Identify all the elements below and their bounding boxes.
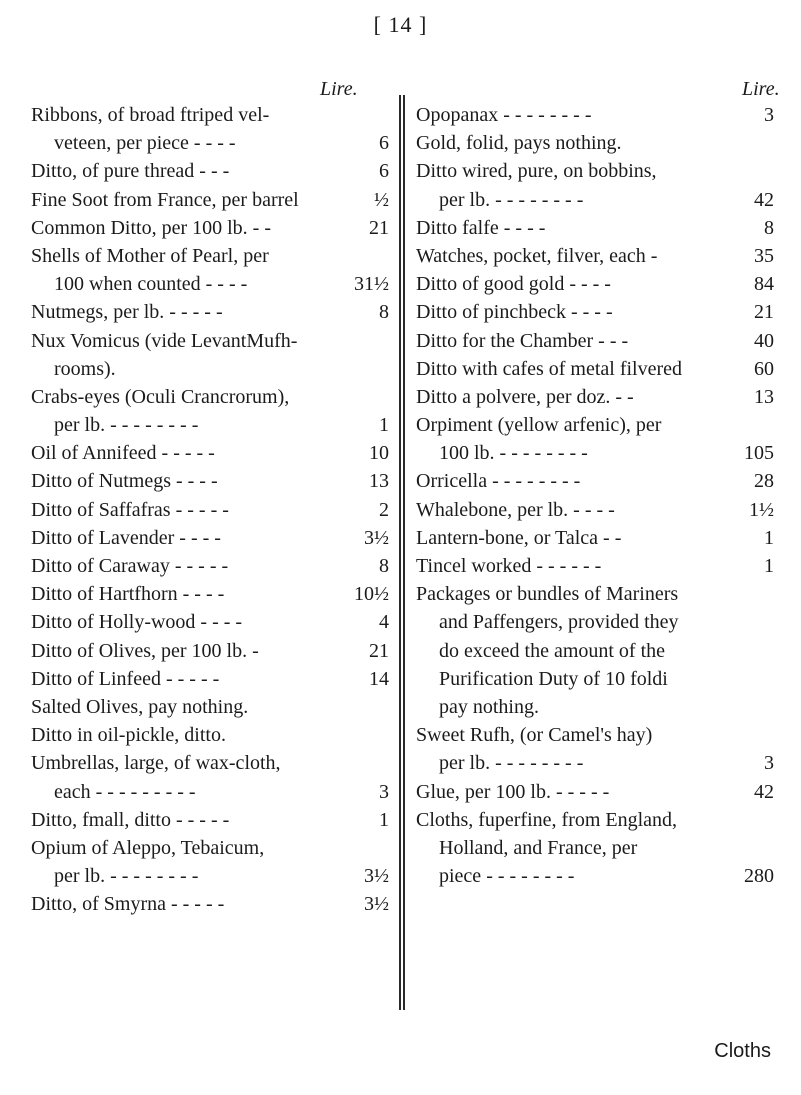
item-duty-value: 6 (379, 160, 389, 183)
tariff-row (31, 721, 389, 749)
tariff-row (416, 778, 774, 806)
item-duty-value: 3 (379, 780, 389, 803)
item-duty-value: ½ (374, 188, 389, 211)
item-duty-value: 10 (369, 442, 389, 465)
tariff-row (31, 411, 389, 439)
tariff-row (31, 806, 389, 834)
item-description: Tincel worked - - - - - - (416, 555, 602, 577)
tariff-row (31, 214, 389, 242)
item-duty-value: 60 (754, 357, 774, 380)
item-description: Orpiment (yellow arfenic), per (416, 414, 662, 437)
item-duty-value: 3 (764, 752, 774, 775)
tariff-row (31, 129, 389, 157)
tariff-row (31, 157, 389, 185)
item-description: Ditto of Olives, per 100 lb. - (31, 639, 259, 662)
item-description: Ditto, fmall, ditto - - - - - (31, 808, 230, 831)
tariff-row (416, 129, 774, 157)
tariff-row (31, 355, 389, 383)
item-description: per lb. - - - - - - - - (439, 752, 584, 775)
item-description: Shells of Mother of Pearl, per (31, 244, 269, 267)
tariff-row (416, 186, 774, 214)
item-duty-value: 6 (379, 132, 389, 155)
item-description: Opopanax - - - - - - - - (416, 104, 592, 126)
item-description: Ditto of Linfeed - - - - - (31, 667, 220, 690)
tariff-row (416, 693, 774, 721)
tariff-row (416, 637, 774, 665)
item-description: per lb. - - - - - - - - (54, 865, 199, 888)
item-duty-value: 1 (379, 808, 389, 831)
item-description: Purification Duty of 10 foldi (439, 667, 668, 690)
right-column-header: Lire. (742, 78, 780, 100)
tariff-row (31, 608, 389, 636)
tariff-row (31, 637, 389, 665)
item-duty-value: 21 (369, 639, 389, 662)
item-description: Ditto of Saffafras - - - - - (31, 498, 229, 521)
tariff-row (31, 270, 389, 298)
item-description: do exceed the amount of the (439, 639, 666, 662)
item-description: rooms). (54, 357, 116, 380)
item-duty-value: 1½ (749, 498, 774, 521)
item-duty-value: 40 (754, 329, 774, 352)
tariff-row (31, 439, 389, 467)
tariff-row (416, 806, 774, 834)
item-duty-value: 84 (754, 273, 774, 296)
item-duty-value: 31½ (354, 273, 389, 296)
tariff-row (31, 890, 389, 918)
item-duty-value: 21 (369, 216, 389, 239)
item-description: Watches, pocket, filver, each - (416, 244, 658, 267)
tariff-row (31, 496, 389, 524)
item-description: Ditto of Holly-wood - - - - (31, 611, 243, 634)
item-description: Ditto wired, pure, on bobbins, (416, 160, 657, 183)
tariff-row (416, 298, 774, 326)
item-duty-value: 35 (754, 244, 774, 267)
tariff-row (31, 778, 389, 806)
item-duty-value: 8 (379, 555, 389, 577)
tariff-row (416, 214, 774, 242)
item-description: Ditto with cafes of metal filvered (416, 357, 683, 380)
item-description: Fine Soot from France, per barrel (31, 188, 299, 211)
tariff-row (416, 580, 774, 608)
item-duty-value: 3½ (364, 526, 389, 549)
tariff-row (31, 383, 389, 411)
tariff-row (31, 186, 389, 214)
left-column-header: Lire. (320, 78, 358, 100)
item-description: Lantern-bone, or Talca - - (416, 526, 622, 549)
item-description: Ditto of Nutmegs - - - - (31, 470, 218, 493)
item-duty-value: 10½ (354, 583, 389, 606)
tariff-row (416, 608, 774, 636)
item-description: Ditto for the Chamber - - - (416, 329, 629, 352)
tariff-row (31, 298, 389, 326)
tariff-row (416, 101, 774, 129)
item-description: each - - - - - - - - - (54, 780, 196, 803)
tariff-row (416, 721, 774, 749)
tariff-row (416, 749, 774, 777)
item-duty-value: 13 (369, 470, 389, 493)
item-description: Holland, and France, per (439, 836, 638, 859)
item-duty-value: 3½ (364, 893, 389, 916)
item-description: veteen, per piece - - - - (54, 132, 236, 155)
item-duty-value: 3 (764, 104, 774, 126)
item-description: Ditto of Lavender - - - - (31, 526, 221, 549)
item-description: Nux Vomicus (vide LevantMufh- (31, 329, 298, 352)
item-description: Orricella - - - - - - - - (416, 470, 581, 493)
item-duty-value: 3½ (364, 865, 389, 888)
item-duty-value: 42 (754, 188, 774, 211)
item-duty-value: 280 (744, 865, 774, 888)
tariff-row (416, 355, 774, 383)
item-duty-value: 8 (764, 216, 774, 239)
tariff-row (31, 524, 389, 552)
item-duty-value: 42 (754, 780, 774, 803)
item-duty-value: 1 (764, 526, 774, 549)
tariff-row (416, 411, 774, 439)
item-description: Ditto, of pure thread - - - (31, 160, 230, 183)
item-description: Gold, folid, pays nothing. (416, 132, 622, 155)
item-duty-value: 1 (379, 414, 389, 437)
item-duty-value: 13 (754, 385, 774, 408)
right-column (416, 101, 774, 890)
tariff-row (31, 467, 389, 495)
item-description: Ditto a polvere, per doz. - - (416, 385, 634, 408)
item-description: Nutmegs, per lb. - - - - - (31, 301, 223, 324)
item-duty-value: 14 (369, 667, 389, 690)
tariff-row (416, 524, 774, 552)
item-description: Ditto of Caraway - - - - - (31, 555, 229, 577)
left-column (31, 101, 389, 918)
item-duty-value: 105 (744, 442, 774, 465)
tariff-row (416, 862, 774, 890)
item-description: Cloths, fuperfine, from England, (416, 808, 678, 831)
tariff-row (31, 242, 389, 270)
tariff-row (416, 383, 774, 411)
tariff-row (416, 467, 774, 495)
item-description: Ditto in oil-pickle, ditto. (31, 724, 226, 747)
item-description: Glue, per 100 lb. - - - - - (416, 780, 610, 803)
tariff-row (416, 157, 774, 185)
catchword: Cloths (714, 1040, 771, 1062)
tariff-row (416, 496, 774, 524)
item-description: Oil of Annifeed - - - - - (31, 442, 215, 465)
tariff-row (416, 270, 774, 298)
item-description: Ditto falfe - - - - (416, 216, 546, 239)
item-description: pay nothing. (439, 695, 539, 718)
item-description: Ditto of pinchbeck - - - - (416, 301, 613, 324)
item-description: 100 when counted - - - - (54, 273, 248, 296)
tariff-row (416, 439, 774, 467)
item-description: Salted Olives, pay nothing. (31, 695, 249, 718)
column-rule-2 (403, 95, 405, 1010)
item-description: Ribbons, of broad ftriped vel- (31, 104, 270, 126)
item-description: Crabs-eyes (Oculi Crancrorum), (31, 385, 290, 408)
page-number: [ 14 ] (373, 12, 428, 37)
item-description: Whalebone, per lb. - - - - (416, 498, 615, 521)
item-duty-value: 2 (379, 498, 389, 521)
column-rule-1 (399, 95, 401, 1010)
tariff-row (31, 101, 389, 129)
item-description: per lb. - - - - - - - - (54, 414, 199, 437)
tariff-row (416, 665, 774, 693)
tariff-row (31, 552, 389, 580)
item-description: piece - - - - - - - - (439, 865, 575, 888)
tariff-row (416, 327, 774, 355)
tariff-row (31, 693, 389, 721)
tariff-row (31, 834, 389, 862)
item-description: Packages or bundles of Mariners (416, 583, 679, 606)
item-description: Ditto of good gold - - - - (416, 273, 611, 296)
item-duty-value: 28 (754, 470, 774, 493)
item-description: Umbrellas, large, of wax-cloth, (31, 752, 281, 775)
tariff-row (416, 834, 774, 862)
item-description: Common Ditto, per 100 lb. - - (31, 216, 271, 239)
tariff-row (31, 327, 389, 355)
item-duty-value: 4 (379, 611, 389, 634)
tariff-row (31, 749, 389, 777)
tariff-row (416, 242, 774, 270)
item-description: Sweet Rufh, (or Camel's hay) (416, 724, 653, 747)
tariff-row (416, 552, 774, 580)
item-description: Ditto of Hartfhorn - - - - (31, 583, 225, 606)
tariff-row (31, 580, 389, 608)
item-description: per lb. - - - - - - - - (439, 188, 584, 211)
item-description: Opium of Aleppo, Tebaicum, (31, 836, 265, 859)
item-description: 100 lb. - - - - - - - - (439, 442, 588, 465)
item-description: Ditto, of Smyrna - - - - - (31, 893, 225, 916)
tariff-row (31, 665, 389, 693)
item-duty-value: 21 (754, 301, 774, 324)
tariff-row (31, 862, 389, 890)
item-duty-value: 1 (764, 555, 774, 577)
item-duty-value: 8 (379, 301, 389, 324)
item-description: and Paffengers, provided they (439, 611, 679, 634)
